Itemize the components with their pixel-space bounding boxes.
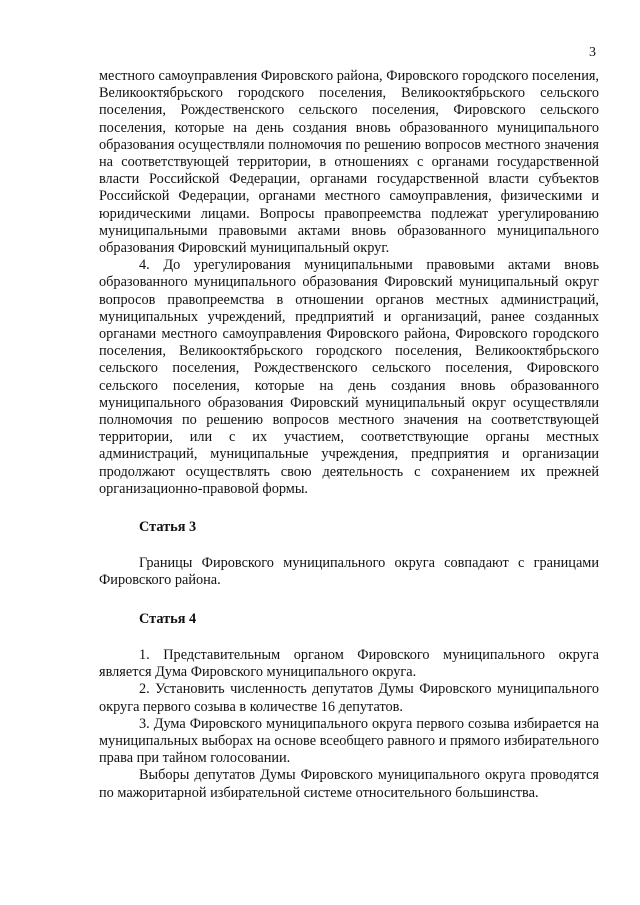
article-4-item-2: 2. Установить численность депутатов Думы Фировского муниципального округа первого созыва в количестве 16 депутатов. [99,681,599,715]
article-4-heading: Статья 4 [139,610,197,627]
article-4-item-3: 3. Дума Фировского муниципального округа первого созыва избирается на муниципальных выборах на основе всеобщего равного и прямого избирательного права при тайном голосовании. [99,715,599,767]
article-3-heading: Статья 3 [139,519,197,536]
article-4-elections: Выборы депутатов Думы Фировского муниципального округа проводятся по мажоритарной избирательной системе относительного большинства. [99,767,599,801]
page-number: 3 [589,45,596,60]
article-3-text: Границы Фировского муниципального округа совпадают с границами Фировского района. [99,555,599,589]
paragraph-item-4: 4. До урегулирования муниципальными правовыми актами вновь образованного муниципального образования Фировский муниципальный округ вопросов правопреемства в отношении органов местных администраций, муниципальных учреждений, предприятий и организаций, ранее созданных органами местного самоуправления Фировского района, Фировского городского поселения, Великооктябрьского городского поселения, Великооктябрьского сельского поселения, Рождественского сельского поселения, Фировского сельского поселения, которые на день создания вновь образованного муниципального образования Фировский муниципальный округ осуществляли полномочия по решению вопросов местного значения на соответствующей территории, или с их участием, соответствующие органы местных администраций, муниципальные учреждения, предприятия и организации продолжают осуществлять свою деятельность с сохранением их прежней организационно-правовой формы. [99,257,599,497]
article-4-item-1: 1. Представительным органом Фировского муниципального округа является Дума Фировского муниципального округа. [99,646,599,681]
document-body [99,68,599,802]
paragraph-continuation: местного самоуправления Фировского района, Фировского городского поселения, Великооктябрьского городского поселения, Великооктябрьского сельского поселения, Рождественского сельского поселения, Фировского сельского поселения, которые на день создания вновь образованного муниципального образования осуществляли полномочия по решению вопросов местного значения на соответствующей территории, в отношениях с органами государственной власти Российской Федерации, органами государственной власти субъектов Российской Федерации, органами местного самоуправления, физическими и юридическими лицами. Вопросы правопреемства подлежат урегулированию муниципальными правовыми актами вновь образованного муниципального образования Фировский муниципальный округ. [99,68,599,257]
